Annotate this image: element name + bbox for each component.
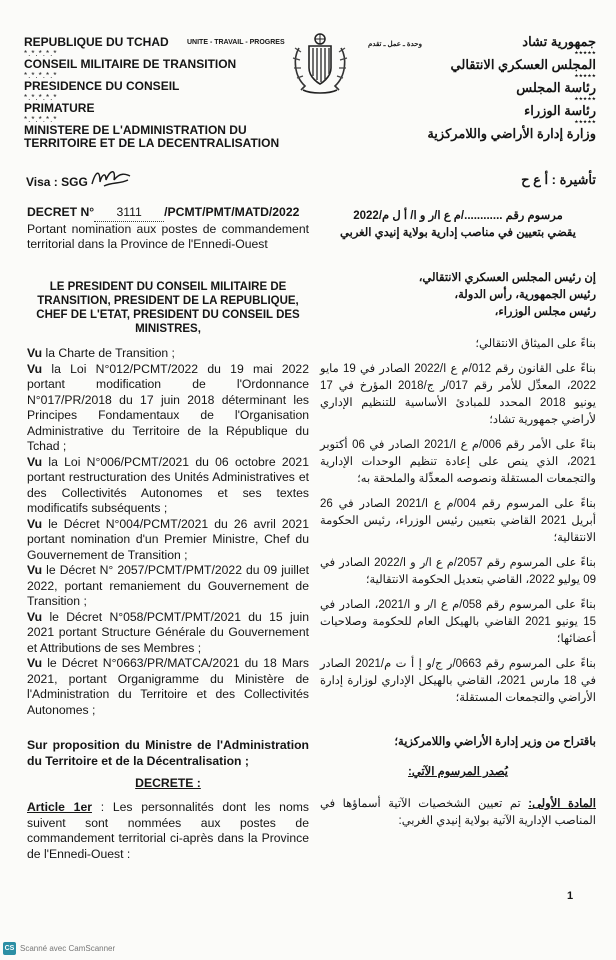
decree-ar-title: مرسوم رقم ............/م ع ا/ر و ا/ أ ل م/2022 — [353, 210, 563, 222]
president-ar-line: رئيس الجمهورية، رأس الدولة، — [454, 289, 596, 301]
scanner-watermark — [3, 942, 115, 955]
motto-ar: وحدة ـ عمل ـ تقدم — [368, 41, 422, 48]
visa-label: Visa : SGG — [26, 175, 88, 189]
ar-paragraph: بناءً على المرسوم رقم 0663/ر ج/و إ أ ت م/2021 الصادر في 18 مارس 2021، القاضي بالهيكل الإداري لوزارة إدارة الأراضي والتجمعات المستقلة؛ — [320, 658, 596, 704]
vu-item: Vu le Décret N° 2057/PCMT/PMT/2022 du 09 juillet 2022, portant remaniement du Gouvernement de Transition ; — [27, 563, 309, 608]
council-fr: CONSEIL MILITAIRE DE TRANSITION — [24, 57, 237, 71]
divider-dots: *.*.*.*.* — [24, 71, 58, 80]
header-ar — [386, 34, 596, 141]
ar-paragraph: بناءً على الميثاق الانتقالي؛ — [475, 338, 596, 350]
header-fr — [24, 36, 294, 150]
article-1-ar — [320, 796, 596, 830]
republic-fr: REPUBLIQUE DU TCHAD — [24, 35, 169, 49]
camscanner-logo-icon: CS — [3, 942, 16, 955]
divider-dots: ٭٭٭٭٭ — [574, 48, 596, 57]
decree-number: 3111 — [94, 205, 164, 222]
presidency-fr: PRESIDENCE DU CONSEIL — [24, 79, 180, 93]
decrete-heading: DECRETE : — [135, 776, 201, 790]
divider-dots: *.*.*.*.* — [24, 49, 58, 58]
decree-ar-header — [320, 208, 596, 242]
president-ar-line: إن رئيس المجلس العسكري الانتقالي، — [418, 272, 596, 284]
republic-ar: جمهورية تشاد — [522, 34, 596, 49]
divider-dots: ٭٭٭٭٭ — [574, 117, 596, 126]
vu-item: Vu le Décret N°0663/PR/MATCA/2021 du 18 Mars 2021, portant Organigramme du Ministère de l'Administration du Territoire et des Collectivités Autonomes ; — [27, 656, 309, 717]
vu-list — [27, 346, 309, 718]
decrete-block — [27, 776, 309, 792]
decree-ar-subject: يقضي بتعيين في مناصب إدارية بولاية إنيدي الغربي — [340, 227, 576, 239]
page-number: 1 — [567, 890, 574, 902]
article-label: Article 1er — [27, 800, 92, 814]
divider-dots: ٭٭٭٭٭ — [574, 71, 596, 80]
visa-ar: تأشيرة : أ ع ح — [521, 172, 596, 187]
presidency-ar: رئاسة المجلس — [516, 80, 596, 95]
ministry-fr-1: MINISTERE DE L'ADMINISTRATION DU — [24, 123, 247, 137]
vu-item: Vu la Loi N°006/PCMT/2021 du 06 octobre 2021 portant restructuration des Unités Administratives et des Collectivités Autonomes et ses textes modificatifs subséquents ; — [27, 454, 309, 515]
council-ar: المجلس العسكري الانتقالي — [450, 57, 596, 72]
divider-dots: *.*.*.*.* — [24, 93, 58, 102]
ar-paragraph: بناءً على القانون رقم 012/م ع ا/2022 الصادر في 19 مايو 2022، المعدِّل للأمر رقم 017/ر ج/2018 المؤرخ في 17 يونيو 2018 المحدد للمبادئ الأساسية للتنظيم الإداري لأراضي جمهورية تشاد؛ — [320, 363, 596, 426]
primature-ar: رئاسة الوزراء — [524, 103, 596, 118]
ar-considerations — [320, 336, 596, 707]
proposal-ar: باقتراح من وزير إدارة الأراضي واللامركزية؛ — [394, 736, 596, 748]
ar-paragraph: بناءً على المرسوم رقم 004/م ع ا/2021 الصادر في 26 أبريل 2021 القاضي بتعيين رئيس الوزراء، رئيس الحكومة الانتقالية؛ — [320, 498, 596, 544]
vu-item: Vu la Loi N°012/PCMT/2022 du 19 mai 2022 portant modification de l'Ordonnance N°017/PR/2018 du 17 juin 2018 déterminant les Principes Fondamentaux de l'Organisation Administrative du Territoire de la République du Tchad ; — [27, 361, 309, 453]
motto-fr: UNITE - TRAVAIL - PROGRES — [187, 39, 285, 46]
ministry-ar: وزارة إدارة الأراضي واللامركزية — [427, 126, 596, 141]
president-title: LE PRESIDENT DU CONSEIL MILITAIRE DE TRANSITION, PRESIDENT DE LA REPUBLIQUE, CHEF DE L'ETAT, PRESIDENT DU CONSEIL DES MINISTRES, — [36, 281, 300, 335]
article-text: : Les personnalités dont les noms suivent sont nommées aux postes de commandement territorial ci-après dans la Province de l'Ennedi-Ouest : — [27, 800, 309, 861]
vu-item: Vu la Charte de Transition ; — [27, 346, 175, 360]
issue-ar: يُصدر المرسوم الآتي: — [408, 766, 508, 778]
proposal-ar-block — [320, 734, 596, 751]
president-block — [27, 280, 309, 336]
ar-paragraph: بناءً على المرسوم رقم 2057/م ع ا/ر و ا/2022 الصادر في 09 يوليو 2022، القاضي بتعديل الحكومة الانتقالية؛ — [320, 557, 596, 586]
divider-dots: ٭٭٭٭٭ — [574, 94, 596, 103]
president-ar-line: رئيس مجلس الوزراء، — [494, 306, 596, 318]
signature-icon — [90, 166, 132, 190]
article-label-ar: المادة الأولى: — [528, 798, 596, 810]
primature-fr: PRIMATURE — [24, 101, 95, 115]
decree-fr-header — [27, 205, 309, 253]
ar-paragraph: بناءً على المرسوم رقم 058/م ع ا/ر و ا/2021، الصادر في 15 يونيو 2021 القاضي بالهيكل العام للحكومة وصلاحيات أعضائها؛ — [320, 599, 596, 645]
article-text-ar: تم تعيين الشخصيات الآتية أسماؤها في المناصب الإدارية الآتية بولاية إنيدي الغربي: — [320, 798, 596, 827]
president-ar-block — [366, 270, 596, 321]
ministry-fr-2: TERRITOIRE ET DE LA DECENTRALISATION — [24, 136, 280, 150]
decree-number-line: DECRET N° 3111 /PCMT/PMT/MATD/2022 — [27, 205, 309, 222]
proposal-fr: Sur proposition du Ministre de l'Administration du Territoire et de la Décentralisation ; — [27, 738, 309, 768]
ar-paragraph: بناءً على الأمر رقم 006/م ع ا/2021 الصادر في 06 أكتوبر 2021، الذي ينص على إعادة تنظيم الوحدات الإدارية والتجمعات المستقلة ونصوصه المعدِّلة والملحقة به؛ — [320, 439, 596, 485]
proposal-fr-block — [27, 738, 309, 769]
article-1-fr — [27, 800, 309, 862]
issue-ar-block — [320, 764, 596, 781]
scanner-text: Scanné avec CamScanner — [20, 944, 116, 953]
decree-subject: Portant nomination aux postes de commandement territorial dans la Province de l'Ennedi-Ouest — [27, 221, 309, 251]
coat-of-arms-icon — [291, 30, 349, 96]
vu-item: Vu le Décret N°004/PCMT/2021 du 26 avril 2021 portant nomination d'un Premier Ministre, Chef du Gouvernement de Transition ; — [27, 516, 309, 562]
vu-item: Vu le Décret N°058/PCMT/PMT/2021 du 15 juin 2021 portant Structure Générale du Gouvernement et Attributions de ses Membres ; — [27, 609, 309, 655]
divider-dots: *.*.*.*.* — [24, 115, 58, 124]
